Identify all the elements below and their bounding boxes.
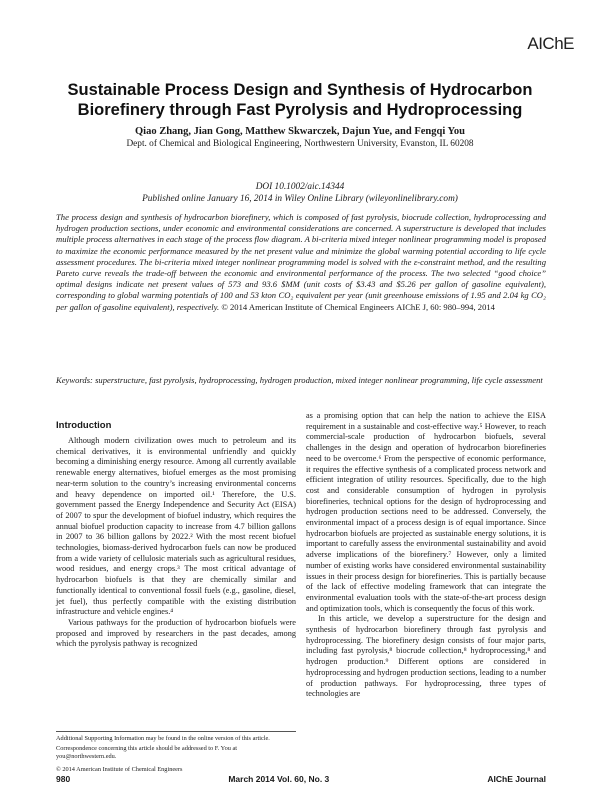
- paragraph: Various pathways for the production of hydrocarbon biofuels were proposed and improved by researchers in the past decades, among which the pyrolysis pathway is recognized: [56, 617, 296, 649]
- affiliation: Dept. of Chemical and Biological Engineering, Northwestern University, Evanston, IL 60208: [126, 139, 474, 149]
- author-list: Qiao Zhang, Jian Gong, Matthew Skwarczek, Dajun Yue, and Fengqi You: [134, 126, 466, 137]
- section-heading-introduction: Introduction: [56, 420, 112, 431]
- abstract-copyright: © 2014 American Institute of Chemical Engineers: [221, 301, 394, 312]
- left-column: [56, 436, 296, 650]
- page-number: 980: [56, 774, 71, 784]
- abstract-citation: AIChE J, 60: 980–994, 2014: [396, 301, 495, 312]
- journal-name: AIChE Journal: [487, 774, 546, 784]
- footnote-correspondence: Correspondence concerning this article should be addressed to F. You at you@northwestern.edu.: [56, 745, 238, 760]
- publication-info: Published online January 16, 2014 in Wiley Online Library (wileyonlinelibrary.com): [142, 194, 458, 204]
- abstract: [56, 212, 546, 313]
- article-title: Sustainable Process Design and Synthesis of Hydrocarbon Biorefinery through Fast Pyrolysis and Hydroprocessing: [67, 81, 533, 119]
- footnote-copyright: © 2014 American Institute of Chemical Engineers: [56, 766, 183, 773]
- right-column: [306, 411, 546, 700]
- page-footer: [56, 774, 546, 784]
- footnotes: [56, 731, 296, 776]
- paragraph: as a promising option that can help the nation to achieve the EISA requirement in a sustainable and cost-effective way.⁵ However, to reach commercial-scale production of hydrocarbon biofuels, several challenges in the design and operation of hydrocarbon biorefineries need to be overcome.⁶ From the perspective of economic performance, it requires the effective synthesis of a complicated process network and efficient integration of utility resources. Specifically, due to the high cost and considerable consumption of hydrogen in pyrolysis biorefineries, technical options for the design of hydroprocessing and hydrogen production sections need to be addressed. Conversely, the environmental impact of a process design is of equal importance. Since hydrocarbon biofuels are projected as sustainable energy solutions, it is important to carefully assess the environmental sustainability and avoid adverse implications of the biorefinery.⁷ However, only a limited number of existing works have considered environmental sustainability issues in their process design for biorefineries. This is partially because of the lack of effective modeling framework that can integrate the environmental evaluation tools with the state-of-the-art process design and optimization tools, which is consequently the focus of this work.: [306, 411, 546, 613]
- paragraph: In this article, we develop a superstructure for the design and synthesis of hydrocarbon biorefinery through fast pyrolysis and hydroprocessing. The biorefinery design consists of four major parts, including fast pyrolysis,⁸ biocrude collection,⁸ hydroprocessing,⁸ and hydrogen production.⁹ Different options are considered in hydroprocessing and hydrogen production sections, leading to a number of production pathways. For hydroprocessing, three types of technologies are: [306, 614, 546, 699]
- doi-line: DOI 10.1002/aic.14344: [255, 182, 345, 192]
- journal-brand-logo: AIChE: [527, 34, 574, 53]
- issue-info: March 2014 Vol. 60, No. 3: [228, 774, 330, 784]
- keywords: Keywords: superstructure, fast pyrolysis, hydroprocessing, hydrogen production, mixed integer nonlinear programming, life cycle assessment: [56, 375, 543, 385]
- paragraph: Although modern civilization owes much to petroleum and its chemical derivatives, it is environmental unfriendly and quickly becoming a diminishing energy resource. Among all currently available renewable energy alternatives, biofuel emerges as the most promising near-term solution to the country’s increasing environmental concerns and heavy dependence on imported oil.¹ Therefore, the U.S. government passed the Energy Independence and Security Act (EISA) of 2007 to spur the development of biofuel industry, which requires the annual biofuel production capacity to increase from 4.7 billion gallons in 2007 to 36 billion gallons by 2022.² With the most recent biofuel technologies, biomass-derived hydrocarbon fuels can now be produced from a wide variety of cellulosic materials such as agricultural residues, wood residues, and energy crops.³ The most critical advantage of hydrocarbon biofuels is that they are chemically similar and functionally identical to conventional fossil fuels (e.g., gasoline, diesel, jet fuel), thus perfectly compatible with the existing distribution infrastructure and vehicle engines.⁴: [56, 436, 296, 617]
- abstract-text: The process design and synthesis of hydrocarbon biorefinery, which is composed of fast pyrolysis, biocrude collection, hydroprocessing and hydrogen production sections, under economic and environmental considerations are concerned. A superstructure is developed that includes multiple process alternatives in each stage of the process flow diagram. A bi-criteria mixed integer nonlinear programming model is proposed to maximize the economic performance measured by the net present value and minimize the global warming potential according to life cycle assessment procedures. The bi-criteria mixed integer nonlinear programming model is solved with the ε-constraint method, and the resulting Pareto curve reveals the trade-off between the economic and environmental performance of the process. The two selected “good choice” optimal designs indicate net present values of 573 and 93.6 $MM (unit costs of $3.43 and $5.26 per gallon of gasoline equivalent), corresponding to global warming potentials of 100 and 53 kton CO₂ equivalent per year (unit greenhouse emissions of 1.95 and 2.04 kg CO₂ per gallon of gasoline equivalent), respectively.: [56, 212, 546, 312]
- footnote-supporting-info: Additional Supporting Information may be found in the online version of this article.: [56, 735, 270, 742]
